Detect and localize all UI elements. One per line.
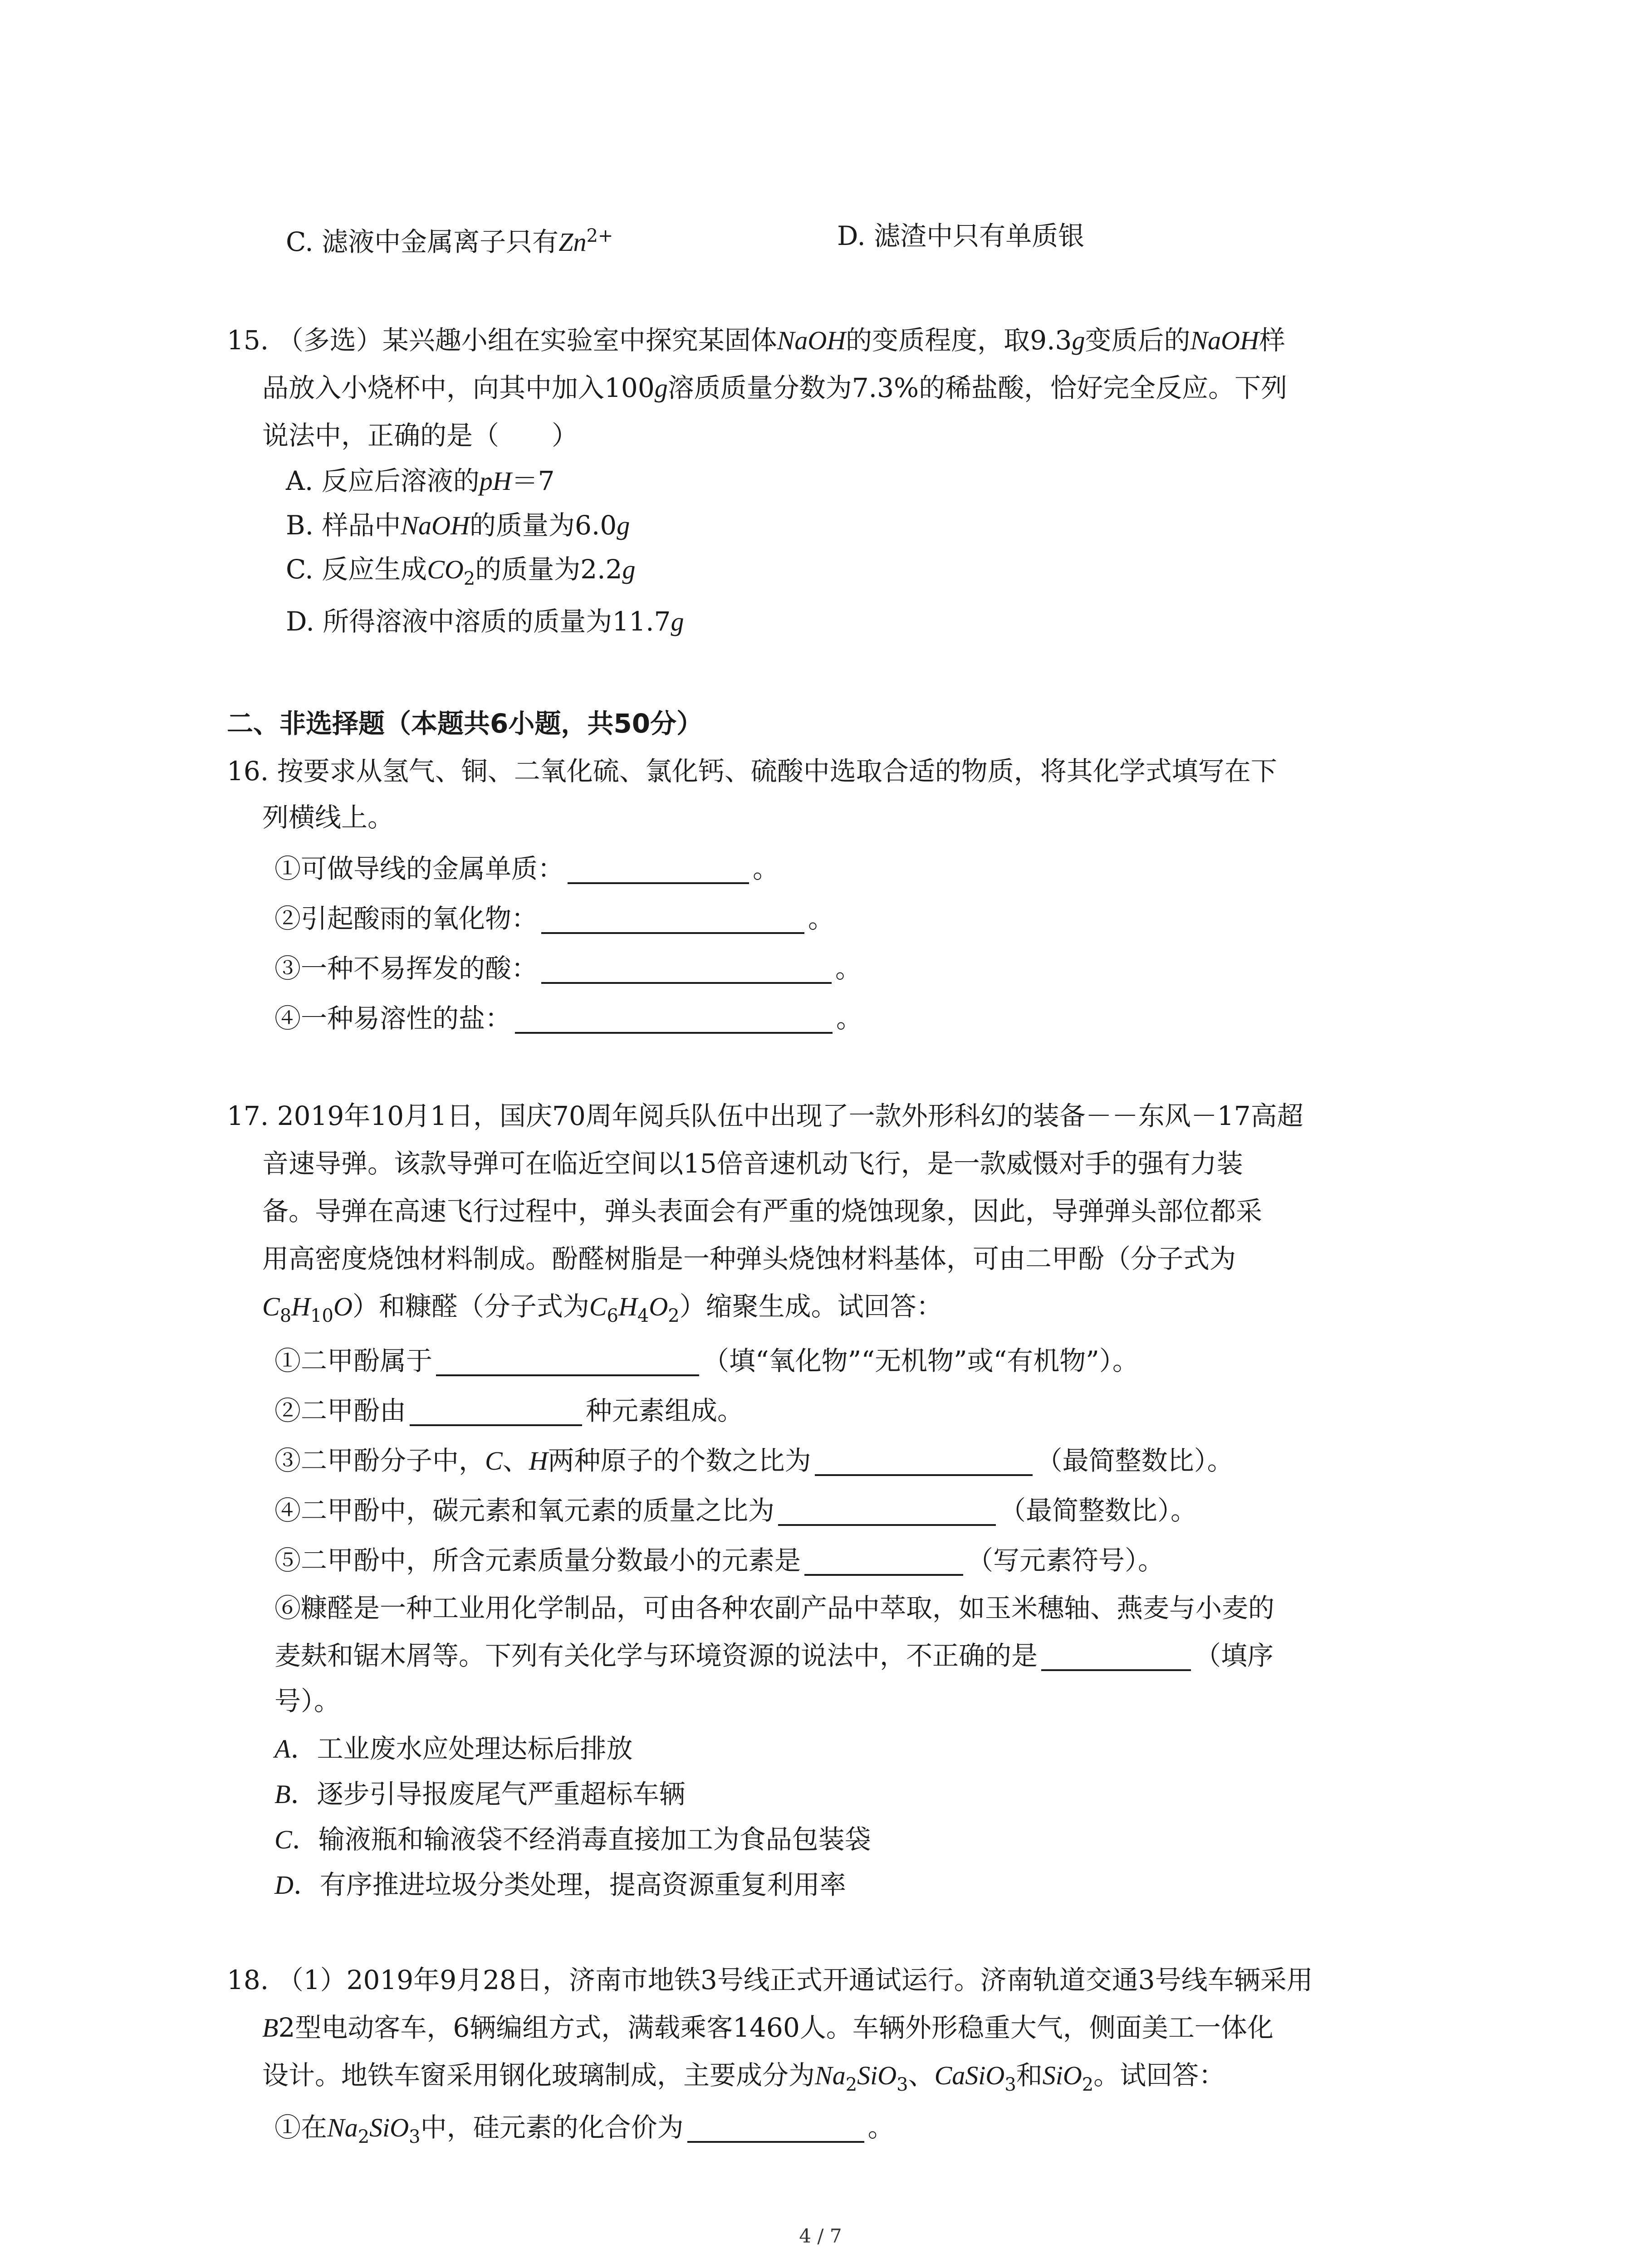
subscript: 10 <box>310 1305 333 1326</box>
subscript: 8 <box>279 1305 292 1326</box>
formula: SiO <box>1042 2061 1082 2090</box>
option-text: 的质量为 <box>475 554 581 585</box>
item-text: 种元素组成。 <box>586 1395 744 1426</box>
q15-option-d <box>286 603 684 640</box>
option-text: 的质量为 <box>469 510 575 541</box>
item-text: （填序 <box>1195 1640 1274 1671</box>
subscript: 3 <box>1004 2074 1016 2095</box>
formula: Na <box>815 2061 846 2090</box>
option-text: C. 滤液中金属离子只有 <box>286 226 559 257</box>
stem-text: 备。导弹在高速飞行过程中，弹头表面会有严重的烧蚀现象，因此，导弹弹头部位都采 <box>262 1196 1263 1227</box>
answer-blank[interactable] <box>815 1447 1033 1476</box>
item-text: （写元素符号）。 <box>967 1545 1165 1576</box>
subscript: 2 <box>1082 2074 1094 2095</box>
formula: C <box>589 1292 607 1321</box>
stem-text: 说法中，正确的是（ ） <box>262 420 578 451</box>
q17-item-4 <box>274 1492 1197 1529</box>
formula: B <box>262 2013 279 2043</box>
q17-item-1 <box>274 1343 1139 1379</box>
punctuation: 。 <box>808 903 835 934</box>
q17-stem-line-5 <box>262 1288 943 1334</box>
formula: NaOH <box>1190 326 1259 355</box>
q17-option-b <box>274 1776 685 1813</box>
subscript: 2 <box>358 2126 370 2147</box>
q14-option-d <box>837 218 1084 254</box>
question-number: 18. <box>227 1965 269 1995</box>
option-text: ．工业废水应处理达标后排放 <box>290 1733 633 1764</box>
q18-stem-line-3 <box>262 2057 1225 2103</box>
stem-text: 按要求从氢气、铜、二氧化硫、氯化钙、硫酸中选取合适的物质，将其化学式填写在下 <box>277 756 1277 787</box>
question-number: 15. <box>227 325 269 356</box>
formula: SiO <box>369 2113 409 2142</box>
item-text: ③二甲酚分子中， <box>274 1445 485 1476</box>
stem-text: 。试回答： <box>1093 2060 1225 2091</box>
stem-text: 设计。地铁车窗采用钢化玻璃制成，主要成分为 <box>262 2060 815 2091</box>
answer-blank[interactable] <box>515 1005 833 1034</box>
subscript: 3 <box>896 2074 908 2095</box>
section-heading <box>227 705 703 742</box>
stem-text: 和 <box>1016 2060 1043 2091</box>
q17-item-5 <box>274 1542 1164 1579</box>
formula: C <box>485 1446 503 1476</box>
item-text: ②引起酸雨的氧化物： <box>274 903 538 934</box>
q17-stem-line-1 <box>227 1098 1303 1134</box>
q17-stem-line-3 <box>262 1193 1262 1229</box>
unit: g <box>654 373 668 403</box>
q17-option-c <box>274 1821 871 1858</box>
item-text: ②二甲酚由 <box>274 1395 407 1426</box>
punctuation: 。 <box>836 1003 863 1034</box>
q15-stem-line-3 <box>262 417 578 454</box>
q17-item-6-line-2 <box>274 1637 1274 1674</box>
item-text: ③一种不易挥发的酸： <box>274 953 538 984</box>
subscript: 4 <box>637 1305 649 1326</box>
q17-item-2 <box>274 1393 744 1429</box>
stem-text: 列横线上。 <box>262 802 394 833</box>
section-title: 二、非选择题（本题共6小题，共50分） <box>227 708 703 739</box>
stem-text: 溶质质量分数为 <box>667 372 852 403</box>
item-text: ⑤二甲酚中，所含元素质量分数最小的元素是 <box>274 1545 801 1576</box>
subscript: 2 <box>845 2074 857 2095</box>
answer-blank[interactable] <box>410 1397 582 1426</box>
punctuation: 。 <box>867 2112 894 2143</box>
option-text: ．输液瓶和输液袋不经消毒直接加工为食品包装袋 <box>292 1824 871 1855</box>
formula: O <box>649 1292 668 1321</box>
item-text: 中，硅元素的化合价为 <box>420 2112 684 2143</box>
stem-text: ）缩聚生成。试回答： <box>679 1291 943 1322</box>
answer-blank[interactable] <box>687 2114 864 2143</box>
formula: Na <box>327 2113 358 2142</box>
q17-stem-line-2 <box>262 1145 1243 1182</box>
item-text: ①二甲酚属于 <box>274 1345 433 1376</box>
subscript: 6 <box>607 1305 618 1326</box>
q17-item-6-line-3 <box>274 1683 340 1719</box>
q17-stem-line-4 <box>262 1241 1236 1277</box>
option-text: ．有序推进垃圾分类处理，提高资源重复利用率 <box>293 1869 846 1900</box>
item-text: ①在 <box>274 2112 328 2143</box>
option-letter: B <box>274 1779 291 1809</box>
superscript: 2+ <box>586 225 613 246</box>
stem-text: 2019年10月1日，国庆70周年阅兵队伍中出现了一款外形科幻的装备－－东风－17高超 <box>277 1100 1303 1131</box>
option-letter: C <box>274 1825 292 1854</box>
number: 11.7 <box>612 606 671 637</box>
stem-text: 2型电动客车，6辆编组方式，满载乘客1460人。车辆外形稳重大气，侧面美工一体化 <box>278 2012 1274 2043</box>
option-text: ＝7 <box>511 465 555 496</box>
q15-stem-line-2 <box>262 370 1287 406</box>
stem-text: 用高密度烧蚀材料制成。酚醛树脂是一种弹头烧蚀材料基体，可由二甲酚（分子式为 <box>262 1243 1236 1274</box>
item-text: ④一种易溶性的盐： <box>274 1003 512 1034</box>
formula: CaSiO <box>934 2061 1005 2090</box>
q17-item-6-line-1 <box>274 1590 1274 1626</box>
answer-blank[interactable] <box>436 1347 699 1376</box>
item-text: 号）。 <box>274 1686 341 1716</box>
subscript: 2 <box>463 568 475 589</box>
stem-text: 、 <box>908 2060 935 2091</box>
formula: H <box>291 1292 311 1321</box>
option-text: B. 样品中 <box>286 510 401 541</box>
q15-option-b <box>286 507 630 544</box>
stem-text: 品放入小烧杯中，向其中加入 <box>262 372 605 403</box>
option-text: ．逐步引导报废尾气严重超标车辆 <box>290 1779 686 1809</box>
item-text: 麦麸和锯木屑等。下列有关化学与环境资源的说法中，不正确的是 <box>274 1640 1038 1671</box>
option-text: D. 滤渣中只有单质银 <box>837 220 1085 251</box>
punctuation: 。 <box>753 853 779 884</box>
question-number: 17. <box>227 1100 269 1131</box>
q17-option-a <box>274 1730 632 1767</box>
stem-text: （多选）某兴趣小组在实验室中探究某固体 <box>277 325 777 356</box>
option-text: A. 反应后溶液的 <box>286 465 480 496</box>
unit: g <box>617 511 630 540</box>
q15-stem-line-1 <box>227 322 1285 359</box>
q16-item-1 <box>274 850 779 887</box>
question-number: 16. <box>227 756 269 787</box>
formula: SiO <box>857 2061 897 2090</box>
unit: g <box>671 607 684 636</box>
number: 7.3% <box>852 372 919 403</box>
stem-text: 样 <box>1259 325 1285 356</box>
option-letter: A <box>274 1734 291 1764</box>
option-text: C. 反应生成 <box>286 554 427 585</box>
formula: NaOH <box>401 511 470 540</box>
number: 9.3 <box>1030 325 1072 356</box>
formula: CO <box>427 555 464 584</box>
item-text: ①可做导线的金属单质： <box>274 853 564 884</box>
item-text: 两种原子的个数之比为 <box>548 1445 811 1476</box>
q16-item-3 <box>274 950 862 987</box>
answer-blank[interactable] <box>1041 1642 1191 1671</box>
answer-blank[interactable] <box>778 1497 996 1526</box>
item-text: 、 <box>502 1445 529 1476</box>
q15-option-c <box>286 551 635 597</box>
item-text: （最简整数比）。 <box>1036 1445 1234 1476</box>
answer-blank[interactable] <box>541 905 804 934</box>
answer-blank[interactable] <box>804 1547 963 1576</box>
formula: NaOH <box>777 326 846 355</box>
unit: g <box>1072 326 1085 355</box>
q18-stem-line-2 <box>262 2009 1274 2046</box>
q16-stem-line-2 <box>262 799 394 836</box>
number: 100 <box>604 372 655 403</box>
q18-item-1 <box>274 2109 894 2155</box>
item-text: （最简整数比）。 <box>999 1495 1197 1526</box>
stem-text: 的稀盐酸，恰好完全反应。下列 <box>919 372 1288 403</box>
stem-text: ）和糠醛（分子式为 <box>352 1291 589 1322</box>
stem-text: 的变质程度，取 <box>846 325 1030 356</box>
punctuation: 。 <box>835 953 862 984</box>
q17-item-3 <box>274 1442 1234 1479</box>
stem-text: 变质后的 <box>1085 325 1190 356</box>
subscript: 2 <box>668 1305 680 1326</box>
formula: O <box>333 1292 353 1321</box>
subscript: 3 <box>409 2126 421 2147</box>
option-text: D. 所得溶液中溶质的质量为 <box>286 606 612 637</box>
formula: C <box>262 1292 280 1321</box>
answer-blank[interactable] <box>541 955 832 984</box>
unit: g <box>622 555 636 584</box>
page-number: 4 / 7 <box>799 2225 842 2247</box>
item-text: ④二甲酚中，碳元素和氧元素的质量之比为 <box>274 1495 775 1526</box>
formula: pH <box>479 466 512 496</box>
number: 2.2 <box>580 554 622 585</box>
q17-option-d <box>274 1867 846 1903</box>
stem-text: （1）2019年9月28日，济南市地铁3号线正式开通试运行。济南轨道交通3号线车辆采用 <box>277 1965 1313 1995</box>
q14-option-c <box>286 218 613 260</box>
number: 6.0 <box>574 510 617 541</box>
q16-item-4 <box>274 1000 862 1036</box>
q16-item-2 <box>274 900 834 937</box>
formula: H <box>618 1292 637 1321</box>
formula: Zn <box>558 227 587 257</box>
formula: H <box>529 1446 548 1476</box>
item-text: （填“氧化物”“无机物”或“有机物”）。 <box>703 1345 1139 1376</box>
answer-blank[interactable] <box>568 855 749 884</box>
stem-text: 音速导弹。该款导弹可在临近空间以15倍音速机动飞行，是一款威慑对手的强有力装 <box>262 1148 1243 1179</box>
q16-stem-line-1 <box>227 753 1277 789</box>
q18-stem-line-1 <box>227 1962 1313 1998</box>
option-letter: D <box>274 1870 294 1900</box>
item-text: ⑥糠醛是一种工业用化学制品，可由各种农副产品中萃取，如玉米穗轴、燕麦与小麦的 <box>274 1593 1275 1623</box>
q15-option-a <box>286 463 555 499</box>
